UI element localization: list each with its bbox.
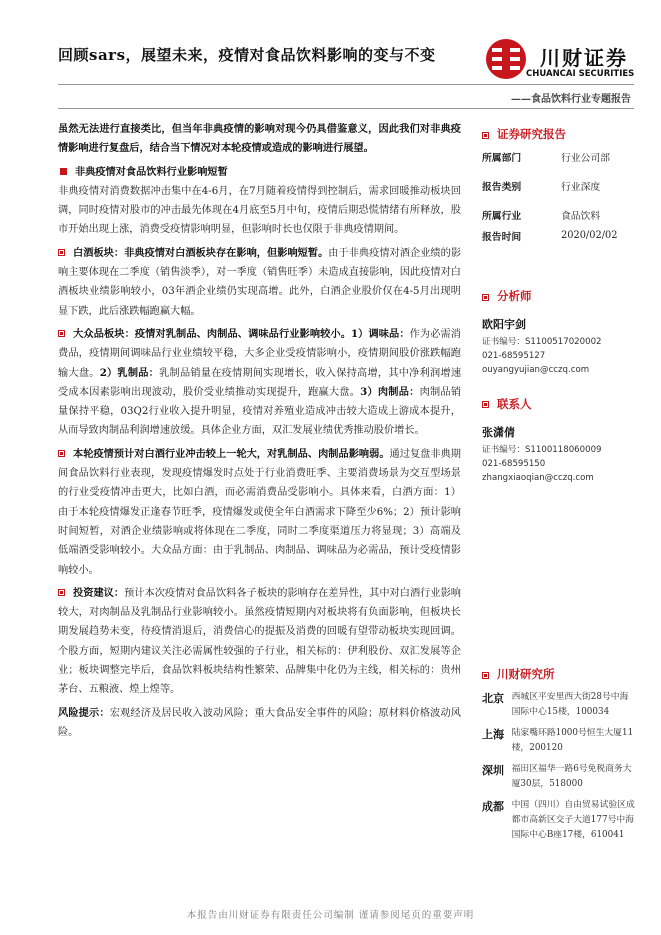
office-address: 中国（四川）自由贸易试验区成都市高新区交子大道177号中海国际中心B座17楼，610041: [511, 800, 635, 840]
info-key: 报告类别: [482, 181, 522, 193]
office-address: 西城区平安里西大街28号中海国际中心15楼，100034: [511, 692, 629, 717]
office-row: [482, 726, 637, 756]
info-value: 行业深度: [561, 181, 601, 193]
heading-text: 川财研究所: [497, 667, 555, 681]
office-address: 陆家嘴环路1000号恒生大厦11楼，200120: [511, 728, 634, 753]
office-city: 深圳: [482, 764, 504, 777]
section-heading-text: 非典疫情对食品饮料行业影响短暂: [75, 165, 228, 178]
sidebar: [482, 126, 637, 485]
paragraph-heading: 白酒板块：非典疫情对白酒板块存在影响，但影响短暂。: [73, 246, 329, 259]
info-value: 2020/02/02: [561, 230, 618, 241]
paragraph-text: 宏观经济及居民收入波动风险；重大食品安全事件的风险；原材料价格波动风险。: [58, 707, 461, 738]
bullet-diamond-icon: [482, 132, 489, 139]
paragraph-text: 由于非典疫情对酒企业绩的影响主要体现在二季度（销售淡季），对一季度（销售旺季）未造成直接影响，因此疫情对白酒板块业绩影响较小，03年酒企业绩仍实现高增。此外，白酒企业股价仅在4-5月出现明显下跌，此后涨跌幅跑赢大幅。: [58, 247, 462, 317]
paragraph-outlook: [58, 445, 461, 580]
info-row: [482, 204, 637, 225]
sub-text: 乳制品销量在疫情期间实现增长，收入保持高增，其中净利润增速受成本因素影响出现波动，股价受业绩推动实现提升，跑赢大盘。: [58, 367, 462, 398]
sub-heading: 3）肉制品：: [360, 385, 420, 398]
info-key: 报告时间: [482, 231, 522, 243]
sub-text: 作为必需消费品，疫情期间调味品行业业绩较平稳，大多企业受疫情影响小，疫情期间股价涨跌幅跑输大盘。: [58, 328, 461, 379]
paragraph-text: 通过复盘非典期间食品饮料行业表现，发现疫情爆发时点处于行业消费旺季、主要消费场景为交互型场景的行业受疫情冲击更大，比如白酒，而必需消费品受影响小。具体来看，白酒方面：1）由于本轮疫情爆发正逢春节旺季，疫情爆发或使全年白酒需求下降至少6%；2）预计影响时间短暂，对酒企业绩影响或将体现在二季度，同时二季度渠道压力将显现；3）高端及低端酒受影响较小。大众品方面：由于乳制品、肉制品、调味品为必需品，预计受疫情影响较小。: [58, 448, 461, 576]
info-row: [482, 146, 637, 167]
header-divider: [58, 84, 634, 85]
analyst-contact: [482, 335, 637, 378]
contact-name: 张潇倩: [482, 425, 515, 439]
contact-heading: [482, 396, 637, 412]
contact-cert: 证书编号：S1100118060009: [482, 444, 602, 455]
report-info-heading: [482, 126, 637, 142]
office-city: 成都: [482, 800, 504, 813]
paragraph-heading: 大众品板块：疫情对乳制品、肉制品、调味品行业影响较小。: [73, 327, 351, 340]
institute-heading: [482, 666, 637, 682]
office-row: [482, 690, 637, 720]
office-row: [482, 762, 637, 792]
bullet-diamond-icon: [58, 330, 65, 337]
section-text-sars: 非典疫情对消费数据冲击集中在4-6月，在7月随着疫情得到控制后，需求回暖推动板块回调，同时疫情对股市的冲击最先体现在4月底至5月中旬，疫情后期恐慌情绪有所释放，股市开始出现上涨，消费受疫情影响明显，但影响时长也仅限于非典疫情期间。: [58, 185, 461, 236]
contact-email: zhangxiaoqian@cczq.com: [482, 473, 594, 484]
heading-text: 分析师: [497, 289, 532, 303]
report-subtitle: ——食品饮料行业专题报告: [511, 94, 631, 105]
paragraph-risk: [58, 704, 461, 743]
paragraph-heading: 风险提示：: [58, 706, 110, 719]
info-row: [482, 175, 637, 196]
logo-name-en: CHUANCAI SECURITIES: [526, 69, 635, 79]
paragraph-heading: 投资建议：: [73, 586, 125, 599]
analyst-name: 欧阳宇剑: [482, 318, 526, 331]
sub-heading: 1）调味品：: [350, 327, 410, 340]
info-value: 行业公司部: [561, 152, 610, 164]
subtitle-divider: [58, 108, 634, 109]
bullet-diamond-icon: [482, 401, 489, 408]
info-value: 食品饮料: [561, 210, 601, 222]
paragraph-text: 预计本次疫情对食品饮料各子板块的影响存在差异性，其中对白酒行业影响较大，对肉制品及乳制品行业影响较小。虽然疫情短期内对板块将有负面影响，但板块长期发展趋势未变，待疫情消退后，消费信心的提振及消费的回暖有望带动板块实现回调。个股方面，短期内建议关注必需属性较强的子行业，相关标的：伊利股份、双汇发展等企业；板块调整完毕后，食品饮料板块结构性繁荣、品牌集中化仍为主线，相关标的：贵州茅台、五粮液、煌上煌等。: [58, 587, 461, 696]
info-row: [482, 225, 637, 246]
bullet-diamond-icon: [482, 672, 489, 679]
bullet-diamond-icon: [58, 589, 65, 596]
contact-phone: 021-68595150: [482, 458, 546, 469]
paragraph-baijiu: [58, 244, 461, 321]
paragraph-heading: 本轮疫情预计对白酒行业冲击较上一轮大，对乳制品、肉制品影响弱。: [73, 447, 390, 460]
report-title: 回顾sars，展望未来，疫情对食品饮料影响的变与不变: [58, 46, 436, 64]
report-info-table: [482, 146, 637, 246]
contact-info: [482, 443, 637, 486]
paragraph-mass-goods: [58, 325, 461, 441]
paragraph-investment: [58, 584, 461, 700]
info-key: 所属行业: [482, 210, 522, 222]
analyst-phone: 021-68595127: [482, 351, 546, 362]
bullet-diamond-icon: [58, 249, 65, 256]
main-column: [58, 120, 461, 742]
office-row: [482, 798, 637, 843]
bullet-square-icon: [60, 168, 67, 175]
heading-text: 联系人: [497, 396, 532, 411]
institute-block: [482, 666, 637, 843]
section-heading-sars: [58, 163, 461, 182]
intro-paragraph: 虽然无法进行直接类比，但当年非典疫情的影响对现今仍具借鉴意义，因此我们对非典疫情影响进行复盘后，结合当下情况对本轮疫情或造成的影响进行展望。: [58, 123, 461, 155]
page-footer: 本报告由川财证券有限责任公司编制 谨请参阅尾页的重要声明: [186, 910, 475, 921]
office-city: 上海: [482, 728, 504, 741]
sub-heading: 2）乳制品：: [99, 366, 160, 379]
logo-name-cn: 川财证券: [540, 46, 628, 70]
info-key: 所属部门: [482, 152, 522, 164]
sub-text: 肉制品销量保持平稳，03Q2行业收入提升明显，疫情对养殖业造成冲击较大造成上游成本提升，从而导致肉制品利润增速放缓。具体企业方面，双汇发展业绩优秀推动股价增长。: [58, 386, 462, 437]
analyst-cert: 证书编号：S1100517020002: [482, 337, 602, 347]
analyst-heading: [482, 288, 637, 304]
heading-text: 证券研究报告: [497, 127, 566, 141]
bullet-diamond-icon: [58, 450, 65, 457]
bullet-diamond-icon: [482, 294, 489, 301]
office-address: 福田区福华一路6号免税商务大厦30层，518000: [511, 764, 632, 789]
analyst-email: ouyangyujian@cczq.com: [482, 365, 590, 376]
office-city: 北京: [482, 692, 504, 705]
